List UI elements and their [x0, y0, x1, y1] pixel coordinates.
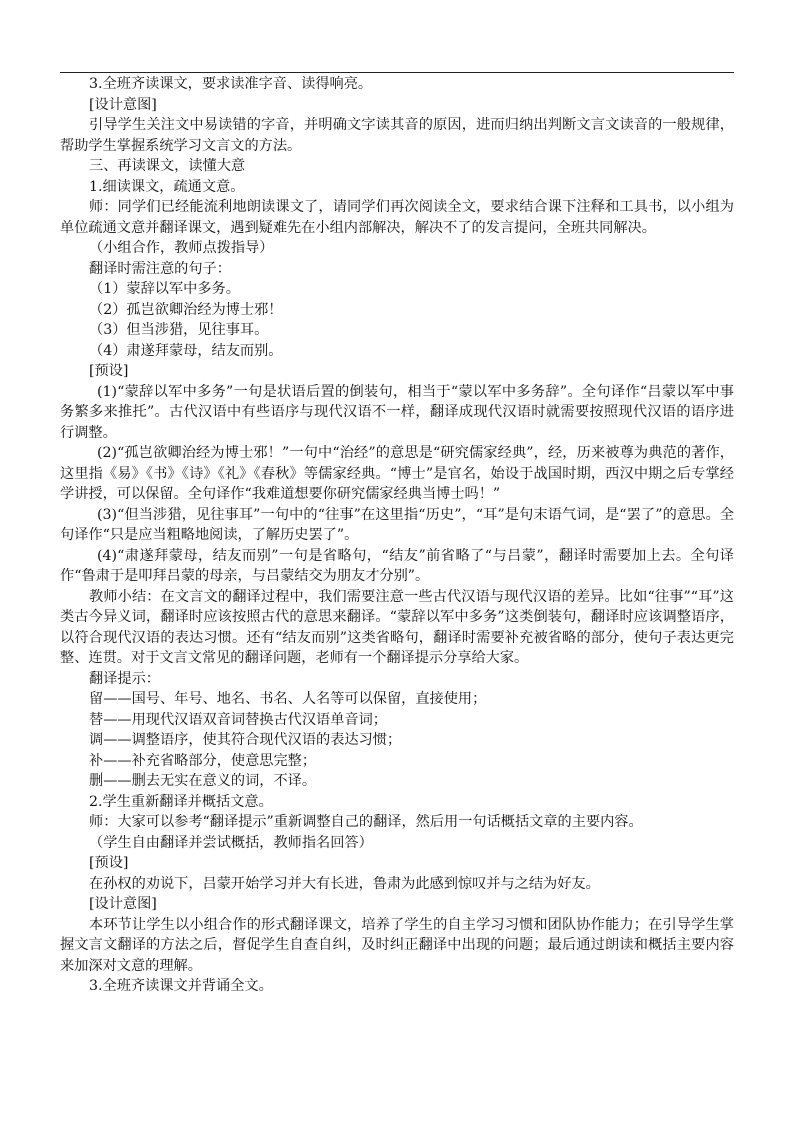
- paragraph: 本环节让学生以小组合作的形式翻译课文，培养了学生的自主学习习惯和团队协作能力；在引导学生掌握文言文翻译的方法之后，督促学生自查自纠，及时纠正翻译中出现的问题；最后通过朗读和概括主要内容来加深对文意的理解。: [60, 916, 734, 974]
- paragraph: （3）但当涉猎，见往事耳。: [89, 322, 269, 338]
- paragraph: 删——删去无实在意义的词，不译。: [89, 773, 317, 789]
- paragraph: 师：同学们已经能流利地朗读课文了，请同学们再次阅读全文，要求结合课下注释和工具书，以小组为单位疏通文意并翻译课文，遇到疑难先在小组内部解决，解决不了的发言提问，全班共同解决。: [60, 199, 734, 236]
- paragraph: 调——调整语序，使其符合现代汉语的表达习惯；: [89, 732, 402, 748]
- paragraph: （学生自由翻译并尝试概括，教师指名回答）: [89, 834, 373, 851]
- paragraph: 3.全班齐读课文并背诵全文。: [89, 978, 273, 994]
- paragraph: [预设]: [89, 855, 129, 871]
- paragraph: （1）蒙辞以军中多务。: [89, 281, 240, 297]
- paragraph: 师：大家可以参考“翻译提示”重新调整自己的翻译，然后用一句话概括文章的主要内容。: [89, 814, 643, 830]
- paragraph: 3.全班齐读课文，要求读准字音、读得响亮。: [89, 76, 373, 92]
- paragraph: 替——用现代汉语双音词替换古代汉语单音词；: [89, 711, 387, 728]
- paragraph: （小组合作，教师点拨指导）: [89, 240, 274, 256]
- paragraph: (4)“肃遂拜蒙母，结友而别”一句是省略句，“结友”前省略了“与吕蒙”，翻译时需要加上去。全句译作“鲁肃于是叩拜吕蒙的母亲，与吕蒙结交为朋友才分别”。: [60, 547, 734, 584]
- paragraph: （4）肃遂拜蒙母，结友而别。: [89, 342, 283, 359]
- document-body: [60, 74, 734, 997]
- paragraph: (2)“孤岂欲卿治经为博士邪！”一句中“治经”的意思是“研究儒家经典”，经，历来被尊为典范的著作，这里指《易》《书》《诗》《礼》《春秋》等儒家经典。“博士”是官名，始设于战国时期，西汉中期之后专掌经学讲授，可以保留。全句译作“我难道想要你研究儒家经典当博士吗！”: [60, 445, 734, 502]
- paragraph: 三、再读课文，读懂大意: [89, 158, 246, 174]
- paragraph: 引导学生关注文中易读错的字音，并明确文字读其音的原因，进而归纳出判断文言文读音的一般规律，帮助学生掌握系统学习文言文的方法。: [60, 117, 734, 154]
- paragraph: [设计意图]: [89, 96, 157, 113]
- paragraph: (3)“但当涉猎，见往事耳”一句中的“往事”在这里指“历史”，“耳”是句末语气词，是“罢了”的意思。全句译作“只是应当粗略地阅读，了解历史罢了”。: [60, 506, 734, 543]
- paragraph: （2）孤岂欲卿治经为博士邪！: [89, 301, 283, 318]
- paragraph: 翻译提示：: [89, 670, 160, 687]
- paragraph: 翻译时需注意的句子：: [89, 260, 231, 277]
- paragraph: 1.细读课文，疏通文意。: [89, 178, 245, 195]
- paragraph: 在孙权的劝说下，吕蒙开始学习并大有长进，鲁肃为此感到惊叹并与之结为好友。: [89, 875, 600, 892]
- paragraph: (1)“蒙辞以军中多务”一句是状语后置的倒装句，相当于“蒙以军中多务辞”。全句译作“吕蒙以军中事务繁多来推托”。古代汉语中有些语序与现代汉语不一样，翻译成现代汉语时就需要按照现代汉语的语序进行调整。: [60, 383, 734, 441]
- paragraph: 留——国号、年号、地名、书名、人名等可以保留，直接使用；: [89, 691, 487, 707]
- paragraph: 教师小结：在文言文的翻译过程中，我们需要注意一些古代汉语与现代汉语的差异。比如“往事”“耳”这类古今异义词，翻译时应该按照古代的意思来翻译。“蒙辞以军中多务”这类倒装句，翻译时应该调整语序，以符合现代汉语的表达习惯。还有“结友而别”这类省略句，翻译时需要补充被省略的部分，使句子表达更完整、连贯。对于文言文常见的翻译问题，老师有一个翻译提示分享给大家。: [60, 588, 734, 666]
- header-rule: [60, 72, 734, 73]
- paragraph: 2.学生重新翻译并概括文意。: [89, 793, 273, 810]
- paragraph: 补——补充省略部分，使意思完整；: [89, 752, 317, 769]
- paragraph: [预设]: [89, 363, 129, 379]
- paragraph: [设计意图]: [89, 896, 157, 912]
